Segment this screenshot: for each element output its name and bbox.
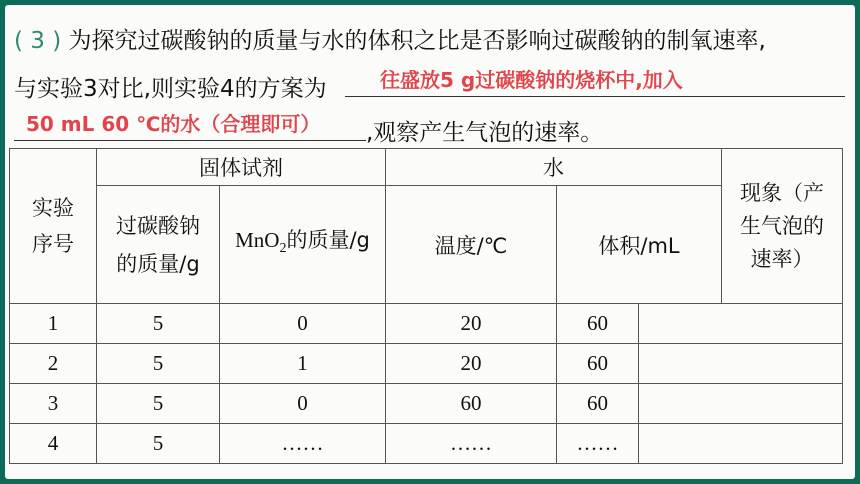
question-line-1	[14, 22, 766, 55]
cell-mno2: 1	[220, 344, 386, 384]
question-text-1: 为探究过碳酸钠的质量与水的体积之比是否影响过碳酸钠的制氧速率,	[68, 28, 766, 54]
cell-na2co4: 5	[97, 344, 220, 384]
question-number: ( 3 )	[14, 28, 62, 54]
cell-phenomenon	[639, 344, 843, 384]
table-row	[10, 304, 843, 344]
cell-phenomenon	[639, 424, 843, 464]
cell-temp: ……	[386, 424, 557, 464]
subheader-na2co4-mass: 过碳酸钠的质量/g	[97, 186, 220, 304]
answer-text-2: 50 mL 60 ℃的水（合理即可）	[26, 112, 321, 136]
cell-na2co4: 5	[97, 304, 220, 344]
cell-exp-no: 3	[10, 384, 97, 424]
answer-blank-1	[345, 96, 845, 97]
cell-phenomenon	[639, 384, 843, 424]
question-text-3: ,观察产生气泡的速率。	[366, 120, 604, 146]
table-row	[10, 344, 843, 384]
cell-temp: 60	[386, 384, 557, 424]
cell-volume: ……	[557, 424, 639, 464]
cell-na2co4: 5	[97, 424, 220, 464]
cell-phenomenon	[639, 304, 843, 344]
table-row	[10, 384, 843, 424]
cell-mno2: 0	[220, 304, 386, 344]
cell-exp-no: 4	[10, 424, 97, 464]
cell-exp-no: 1	[10, 304, 97, 344]
cell-exp-no: 2	[10, 344, 97, 384]
header-exp-no: 实验序号	[10, 149, 97, 304]
cell-mno2: 0	[220, 384, 386, 424]
cell-temp: 20	[386, 344, 557, 384]
cell-na2co4: 5	[97, 384, 220, 424]
question-text-2: 与实验3对比,则实验4的方案为	[14, 76, 327, 102]
question-line-3-suffix	[366, 114, 603, 147]
question-line-2	[14, 70, 327, 103]
cell-temp: 20	[386, 304, 557, 344]
table-row	[10, 424, 843, 464]
header-water: 水	[386, 149, 722, 186]
answer-blank-2	[14, 140, 366, 141]
subheader-mno2-mass: MnO$_2$的质量/g	[220, 186, 386, 304]
cell-volume: 60	[557, 344, 639, 384]
answer-text-1: 往盛放5 g过碳酸钠的烧杯中,加入	[380, 68, 683, 92]
header-phenomenon: 现象（产生气泡的速率）	[722, 149, 843, 304]
header-solid-reagent: 固体试剂	[97, 149, 386, 186]
subheader-volume: 体积/mL	[557, 186, 722, 304]
cell-mno2: ……	[220, 424, 386, 464]
subheader-temperature: 温度/℃	[386, 186, 557, 304]
cell-volume: 60	[557, 384, 639, 424]
cell-volume: 60	[557, 304, 639, 344]
experiment-table	[9, 148, 843, 464]
